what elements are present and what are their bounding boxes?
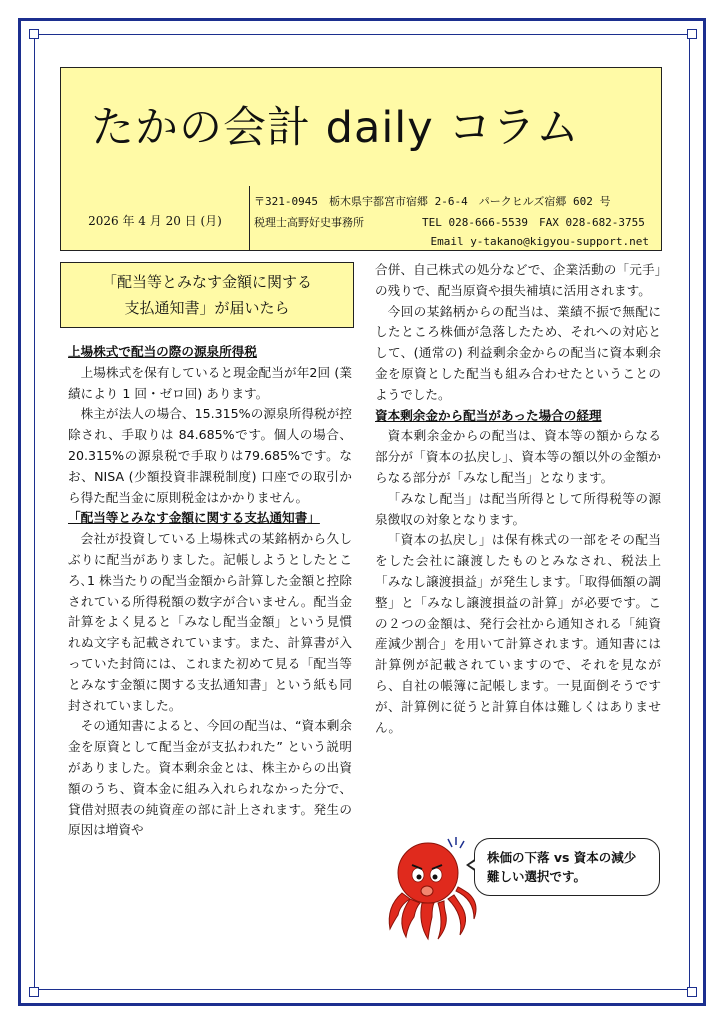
email-address: Email y-takano@kigyou-support.net: [430, 235, 649, 248]
headline-line-2: 支払通知書」が届いたら: [124, 299, 290, 317]
right-column: [375, 260, 661, 738]
address-cell: [250, 186, 661, 250]
paragraph: 今回の某銘柄からの配当は、業績不振で無配にしたところ株価が急落したため、それへの対応として、(通常の) 利益剰余金からの配当に資本剰余金を原資とした配当も組み合わせたということのようでした。: [375, 303, 661, 402]
speech-bubble-text: [487, 848, 636, 886]
tel-fax: TEL 028-666-5539 FAX 028-682-3755: [422, 216, 645, 229]
speech-bubble-tail-fill: [469, 860, 477, 870]
border-corner: [687, 29, 697, 39]
newsletter-title: たかの会計 daily コラム: [91, 103, 580, 153]
postal-address: 〒321-0945 栃木県宇都宮市宿郷 2-6-4 パークヒルズ宿郷 602 号: [254, 195, 611, 208]
section-heading: 上場株式で配当の際の源泉所得税: [68, 344, 257, 359]
octopus-mascot-icon: [382, 833, 478, 941]
article-headline: [60, 262, 354, 328]
paragraph: その通知書によると、今回の配当は、“資本剰余金を原資として配当金が支払われた” という説明がありました。資本剰余金とは、株主からの出資額のうち、資本金に組み入れられなかった分で、貸借対照表の純資産の部に計上されます。発生の原因は増資や: [68, 718, 352, 838]
paragraph: 「資本の払戻し」は保有株式の一部をその配当をした会社に譲渡したものとみなされ、税法上「みなし譲渡損益」が発生します。「取得価額の調整」と「みなし譲渡損益の計算」が必要です。この２つの金額は、発行会社から通知される「純資産減少割合」を用いて計算されます。通知書には計算例が記載されていますので、それを見ながら、自社の帳簿に記帳します。一見面倒そうですが、計算例に従うと計算自体は難しくはありません。: [375, 532, 661, 735]
paragraph: 上場株式を保有していると現金配当が年2回 (業績により 1 回・ゼロ回) あります。: [68, 364, 352, 401]
office-name: 税理士高野好史事務所: [254, 216, 364, 229]
masthead: [60, 67, 662, 251]
speech-bubble: [474, 838, 660, 896]
headline-line-1: 「配当等とみなす金額に関する: [101, 273, 312, 291]
left-column: [68, 342, 352, 841]
paragraph: 株主が法人の場合、15.315%の源泉所得税が控除され、手取りは 84.685%です。個人の場合、20.315%の源泉税で手取りは79.685%です。なお、NISA (少額投資非課税制度) 口座での取引から得た配当金に原則税金はかかりません。: [68, 406, 352, 505]
bubble-line-1: 株価の下落 vs 資本の減少: [487, 850, 637, 865]
bubble-line-2: 難しい選択です。: [487, 869, 587, 884]
title-band: [61, 68, 661, 187]
border-corner: [687, 987, 697, 997]
border-corner: [29, 29, 39, 39]
paragraph: 会社が投資している上場株式の某銘柄から久しぶりに配当がありました。記帳しようとしたところ､1 株当たりの配当金額から計算した金額と控除されている所得税額の数字が合いません。配当金計算をよく見ると「みなし配当金額」という見慣れぬ文字も記載されています。また、計算書が入っていた封筒には、これまた初めて見る「配当等とみなす金額に関する支払通知書」という紙も同封されていました。: [68, 531, 352, 713]
section-heading: 「配当等とみなす金額に関する支払通知書」: [68, 510, 320, 526]
border-corner: [29, 987, 39, 997]
paragraph: 「みなし配当」は配当所得として所得税等の源泉徴収の対象となります。: [375, 490, 661, 527]
paragraph: 資本剰余金からの配当は、資本等の額からなる部分が「資本の払戻し」、資本等の額以外の金額からなる部分が「みなし配当」となります。: [375, 428, 661, 485]
issue-date: 2026 年 4 月 20 日 (月): [88, 214, 222, 228]
date-cell: [61, 186, 250, 250]
office-contact-line: [254, 214, 645, 230]
paragraph: 合併、自己株式の処分などで、企業活動の「元手」の残りで、配当原資や損失補填に活用されます。: [375, 262, 661, 298]
section-heading: 資本剰余金から配当があった場合の経理: [375, 407, 602, 423]
